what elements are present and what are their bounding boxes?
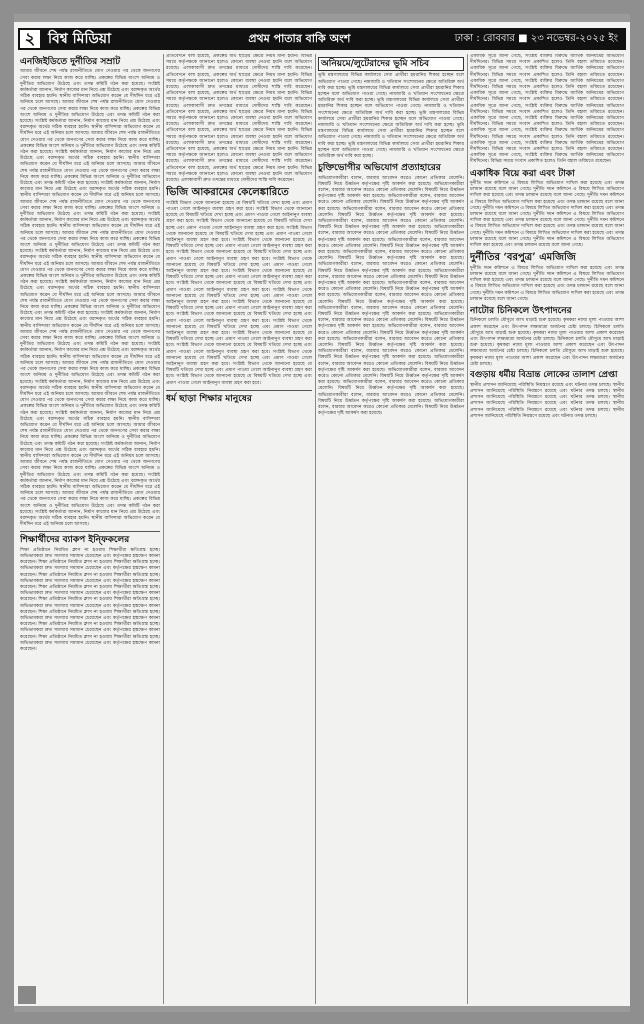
- page-number: ২: [18, 28, 42, 50]
- dateline: ঢাকা : রোববার ■ ২৩ নভেম্বর-২০২৫ ইং: [454, 32, 618, 44]
- newspaper-logo: বিশ্ব মিডিয়া: [48, 31, 112, 47]
- headline-9: বগুড়ায় ধর্মীয় বিভ্রান্ত লোকের তালাশ প্রেপ্তা: [470, 369, 618, 380]
- masthead: [18, 28, 626, 50]
- newspaper-page: [14, 14, 630, 1012]
- headline-5: চুক্তিভোগীর অভিযোগ প্রত্যাহারের: [318, 163, 441, 174]
- page-corner-mark: [18, 986, 36, 1004]
- headline-7: দুর্নীতির ‘বরপুত্র’ এমজিজি: [470, 252, 576, 264]
- column-1: [20, 54, 160, 1006]
- headline-2: শিক্ষার্থীদের ব্যাকপ ইন্ফিকলের: [20, 535, 130, 546]
- headline-3: ভিজি আকরামের কেলেঙ্কারিতে: [166, 187, 289, 199]
- article-body: একাধিক সূত্রে জানা গেছে, সংশ্লিষ্ট ব্যক্তির বিরুদ্ধে আর্থিক অনিয়মের অভিযোগ দীর্ঘদিনের। বিভিন্ন সময়ে সংবাদ প্রকাশিত হলেও তিনি বহাল তবিয়তে রয়েছেন। একাধিক সূত্রে জানা গেছে, সংশ্লিষ্ট ব্যক্তির বিরুদ্ধে আর্থিক অনিয়মের অভিযোগ দীর্ঘদিনের। বিভিন্ন সময়ে সংবাদ প্রকাশিত হলেও তিনি বহাল তবিয়তে রয়েছেন। একাধিক সূত্রে জানা গেছে, সংশ্লিষ্ট ব্যক্তির বিরুদ্ধে আর্থিক অনিয়মের অভিযোগ দীর্ঘদিনের। বিভিন্ন সময়ে সংবাদ প্রকাশিত হলেও তিনি বহাল তবিয়তে রয়েছেন। একাধিক সূত্রে জানা গেছে, সংশ্লিষ্ট ব্যক্তির বিরুদ্ধে আর্থিক অনিয়মের অভিযোগ দীর্ঘদিনের। বিভিন্ন সময়ে সংবাদ প্রকাশিত হলেও তিনি বহাল তবিয়তে রয়েছেন। একাধিক সূত্রে জানা গেছে, সংশ্লিষ্ট ব্যক্তির বিরুদ্ধে আর্থিক অনিয়মের অভিযোগ দীর্ঘদিনের। বিভিন্ন সময়ে সংবাদ প্রকাশিত হলেও তিনি বহাল তবিয়তে রয়েছেন। একাধিক সূত্রে জানা গেছে, সংশ্লিষ্ট ব্যক্তির বিরুদ্ধে আর্থিক অনিয়মের অভিযোগ দীর্ঘদিনের। বিভিন্ন সময়ে সংবাদ প্রকাশিত হলেও তিনি বহাল তবিয়তে রয়েছেন। একাধিক সূত্রে জানা গেছে, সংশ্লিষ্ট ব্যক্তির বিরুদ্ধে আর্থিক অনিয়মের অভিযোগ দীর্ঘদিনের। বিভিন্ন সময়ে সংবাদ প্রকাশিত হলেও তিনি বহাল তবিয়তে রয়েছেন। একাধিক সূত্রে জানা গেছে, সংশ্লিষ্ট ব্যক্তির বিরুদ্ধে আর্থিক অনিয়মের অভিযোগ দীর্ঘদিনের। বিভিন্ন সময়ে সংবাদ প্রকাশিত হলেও তিনি বহাল তবিয়তে রয়েছেন। একাধিক সূত্রে জানা গেছে, সংশ্লিষ্ট ব্যক্তির বিরুদ্ধে আর্থিক অনিয়মের অভিযোগ দীর্ঘদিনের। বিভিন্ন সময়ে সংবাদ প্রকাশিত হলেও তিনি বহাল তবিয়তে রয়েছেন।: [470, 54, 624, 165]
- column-divider: [163, 54, 164, 1004]
- article-body: সংশ্লিষ্ট বিভাগ থেকে জানানো হয়েছে যে বিষয়টি খতিয়ে দেখা হচ্ছে এবং প্রমাণ পাওয়া গেলে আইনানুগ ব্যবস্থা গ্রহণ করা হবে। সংশ্লিষ্ট বিভাগ থেকে জানানো হয়েছে যে বিষয়টি খতিয়ে দেখা হচ্ছে এবং প্রমাণ পাওয়া গেলে আইনানুগ ব্যবস্থা গ্রহণ করা হবে। সংশ্লিষ্ট বিভাগ থেকে জানানো হয়েছে যে বিষয়টি খতিয়ে দেখা হচ্ছে এবং প্রমাণ পাওয়া গেলে আইনানুগ ব্যবস্থা গ্রহণ করা হবে। সংশ্লিষ্ট বিভাগ থেকে জানানো হয়েছে যে বিষয়টি খতিয়ে দেখা হচ্ছে এবং প্রমাণ পাওয়া গেলে আইনানুগ ব্যবস্থা গ্রহণ করা হবে। সংশ্লিষ্ট বিভাগ থেকে জানানো হয়েছে যে বিষয়টি খতিয়ে দেখা হচ্ছে এবং প্রমাণ পাওয়া গেলে আইনানুগ ব্যবস্থা গ্রহণ করা হবে। সংশ্লিষ্ট বিভাগ থেকে জানানো হয়েছে যে বিষয়টি খতিয়ে দেখা হচ্ছে এবং প্রমাণ পাওয়া গেলে আইনানুগ ব্যবস্থা গ্রহণ করা হবে। সংশ্লিষ্ট বিভাগ থেকে জানানো হয়েছে যে বিষয়টি খতিয়ে দেখা হচ্ছে এবং প্রমাণ পাওয়া গেলে আইনানুগ ব্যবস্থা গ্রহণ করা হবে। সংশ্লিষ্ট বিভাগ থেকে জানানো হয়েছে যে বিষয়টি খতিয়ে দেখা হচ্ছে এবং প্রমাণ পাওয়া গেলে আইনানুগ ব্যবস্থা গ্রহণ করা হবে। সংশ্লিষ্ট বিভাগ থেকে জানানো হয়েছে যে বিষয়টি খতিয়ে দেখা হচ্ছে এবং প্রমাণ পাওয়া গেলে আইনানুগ ব্যবস্থা গ্রহণ করা হবে। সংশ্লিষ্ট বিভাগ থেকে জানানো হয়েছে যে বিষয়টি খতিয়ে দেখা হচ্ছে এবং প্রমাণ পাওয়া গেলে আইনানুগ ব্যবস্থা গ্রহণ করা হবে। সংশ্লিষ্ট বিভাগ থেকে জানানো হয়েছে যে বিষয়টি খতিয়ে দেখা হচ্ছে এবং প্রমাণ পাওয়া গেলে আইনানুগ ব্যবস্থা গ্রহণ করা হবে। সংশ্লিষ্ট বিভাগ থেকে জানানো হয়েছে যে বিষয়টি খতিয়ে দেখা হচ্ছে এবং প্রমাণ পাওয়া গেলে আইনানুগ ব্যবস্থা গ্রহণ করা হবে। সংশ্লিষ্ট বিভাগ থেকে জানানো হয়েছে যে বিষয়টি খতিয়ে দেখা হচ্ছে এবং প্রমাণ পাওয়া গেলে আইনানুগ ব্যবস্থা গ্রহণ করা হবে। সংশ্লিষ্ট বিভাগ থেকে জানানো হয়েছে যে বিষয়টি খতিয়ে দেখা হচ্ছে এবং প্রমাণ পাওয়া গেলে আইনানুগ ব্যবস্থা গ্রহণ করা হবে। সংশ্লিষ্ট বিভাগ থেকে জানানো হয়েছে যে বিষয়টি খতিয়ে দেখা হচ্ছে এবং প্রমাণ পাওয়া গেলে আইনানুগ ব্যবস্থা গ্রহণ করা হবে। সংশ্লিষ্ট বিভাগ থেকে জানানো হয়েছে যে বিষয়টি খতিয়ে দেখা হচ্ছে এবং প্রমাণ পাওয়া গেলে আইনানুগ ব্যবস্থা গ্রহণ করা হবে। সংশ্লিষ্ট বিভাগ থেকে জানানো হয়েছে যে বিষয়টি খতিয়ে দেখা হচ্ছে এবং প্রমাণ পাওয়া গেলে আইনানুগ ব্যবস্থা গ্রহণ করা হবে। সংশ্লিষ্ট বিভাগ থেকে জানানো হয়েছে যে বিষয়টি খতিয়ে দেখা হচ্ছে এবং প্রমাণ পাওয়া গেলে আইনানুগ ব্যবস্থা গ্রহণ করা হবে।: [166, 200, 312, 386]
- column-divider: [467, 54, 468, 1004]
- article-body: দুর্নীতি দমন কমিশনে এ বিষয়ে লিখিত অভিযোগ দাখিল করা হয়েছে এবং তদন্ত চলমান রয়েছে বলে জানা গেছে। দুর্নীতি দমন কমিশনে এ বিষয়ে লিখিত অভিযোগ দাখিল করা হয়েছে এবং তদন্ত চলমান রয়েছে বলে জানা গেছে। দুর্নীতি দমন কমিশনে এ বিষয়ে লিখিত অভিযোগ দাখিল করা হয়েছে এবং তদন্ত চলমান রয়েছে বলে জানা গেছে। দুর্নীতি দমন কমিশনে এ বিষয়ে লিখিত অভিযোগ দাখিল করা হয়েছে এবং তদন্ত চলমান রয়েছে বলে জানা গেছে।: [470, 265, 624, 302]
- headline-10: ধর্ম ছাড়া শিক্ষার মানুষের: [166, 393, 252, 404]
- headline-8: নাটোর চিনিকলে উৎপাদনের: [470, 305, 572, 316]
- divider: [20, 531, 160, 532]
- divider: [166, 390, 312, 391]
- article-body: চিনিকলে চলতি মৌসুমে আখ মাড়াই শুরু হয়েছে। কৃষকরা ন্যায্য মূল্য পাওয়ার আশা প্রকাশ করেছেন এবং উৎপাদন লক্ষ্যমাত্রা অর্জনের চেষ্টা চলছে। চিনিকলে চলতি মৌসুমে আখ মাড়াই শুরু হয়েছে। কৃষকরা ন্যায্য মূল্য পাওয়ার আশা প্রকাশ করেছেন এবং উৎপাদন লক্ষ্যমাত্রা অর্জনের চেষ্টা চলছে। চিনিকলে চলতি মৌসুমে আখ মাড়াই শুরু হয়েছে। কৃষকরা ন্যায্য মূল্য পাওয়ার আশা প্রকাশ করেছেন এবং উৎপাদন লক্ষ্যমাত্রা অর্জনের চেষ্টা চলছে। চিনিকলে চলতি মৌসুমে আখ মাড়াই শুরু হয়েছে। কৃষকরা ন্যায্য মূল্য পাওয়ার আশা প্রকাশ করেছেন এবং উৎপাদন লক্ষ্যমাত্রা অর্জনের চেষ্টা চলছে।: [470, 318, 624, 367]
- top-margin-strip: [14, 14, 630, 22]
- article-body: স্থানীয় প্রশাসন জানিয়েছে পরিস্থিতি নিয়ন্ত্রণে রয়েছে এবং ঘটনার তদন্ত চলছে। স্থানীয় প্রশাসন জানিয়েছে পরিস্থিতি নিয়ন্ত্রণে রয়েছে এবং ঘটনার তদন্ত চলছে। স্থানীয় প্রশাসন জানিয়েছে পরিস্থিতি নিয়ন্ত্রণে রয়েছে এবং ঘটনার তদন্ত চলছে। স্থানীয় প্রশাসন জানিয়েছে পরিস্থিতি নিয়ন্ত্রণে রয়েছে এবং ঘটনার তদন্ত চলছে। স্থানীয় প্রশাসন জানিয়েছে পরিস্থিতি নিয়ন্ত্রণে রয়েছে এবং ঘটনার তদন্ত চলছে। স্থানীয় প্রশাসন জানিয়েছে পরিস্থিতি নিয়ন্ত্রণে রয়েছে এবং ঘটনার তদন্ত চলছে।: [470, 382, 624, 419]
- bottom-margin-strip: [14, 1006, 630, 1012]
- column-4: [470, 54, 624, 1006]
- headline-1: এনজিইডিতে দুর্নীতির সম্রাট: [20, 57, 121, 67]
- article-body: শিক্ষা প্রতিষ্ঠানে নিয়মিত ক্লাস না হওয়ায় শিক্ষার্থীরা ক্ষতিগ্রস্ত হচ্ছে। অভিভাবকরা দ্রুত সমস্যার সমাধান চেয়েছেন এবং কর্তৃপক্ষের হস্তক্ষেপ কামনা করেছেন। শিক্ষা প্রতিষ্ঠানে নিয়মিত ক্লাস না হওয়ায় শিক্ষার্থীরা ক্ষতিগ্রস্ত হচ্ছে। অভিভাবকরা দ্রুত সমস্যার সমাধান চেয়েছেন এবং কর্তৃপক্ষের হস্তক্ষেপ কামনা করেছেন। শিক্ষা প্রতিষ্ঠানে নিয়মিত ক্লাস না হওয়ায় শিক্ষার্থীরা ক্ষতিগ্রস্ত হচ্ছে। অভিভাবকরা দ্রুত সমস্যার সমাধান চেয়েছেন এবং কর্তৃপক্ষের হস্তক্ষেপ কামনা করেছেন। শিক্ষা প্রতিষ্ঠানে নিয়মিত ক্লাস না হওয়ায় শিক্ষার্থীরা ক্ষতিগ্রস্ত হচ্ছে। অভিভাবকরা দ্রুত সমস্যার সমাধান চেয়েছেন এবং কর্তৃপক্ষের হস্তক্ষেপ কামনা করেছেন। শিক্ষা প্রতিষ্ঠানে নিয়মিত ক্লাস না হওয়ায় শিক্ষার্থীরা ক্ষতিগ্রস্ত হচ্ছে। অভিভাবকরা দ্রুত সমস্যার সমাধান চেয়েছেন এবং কর্তৃপক্ষের হস্তক্ষেপ কামনা করেছেন। শিক্ষা প্রতিষ্ঠানে নিয়মিত ক্লাস না হওয়ায় শিক্ষার্থীরা ক্ষতিগ্রস্ত হচ্ছে। অভিভাবকরা দ্রুত সমস্যার সমাধান চেয়েছেন এবং কর্তৃপক্ষের হস্তক্ষেপ কামনা করেছেন। শিক্ষা প্রতিষ্ঠানে নিয়মিত ক্লাস না হওয়ায় শিক্ষার্থীরা ক্ষতিগ্রস্ত হচ্ছে। অভিভাবকরা দ্রুত সমস্যার সমাধান চেয়েছেন এবং কর্তৃপক্ষের হস্তক্ষেপ কামনা করেছেন। শিক্ষা প্রতিষ্ঠানে নিয়মিত ক্লাস না হওয়ায় শিক্ষার্থীরা ক্ষতিগ্রস্ত হচ্ছে। অভিভাবকরা দ্রুত সমস্যার সমাধান চেয়েছেন এবং কর্তৃপক্ষের হস্তক্ষেপ কামনা করেছেন।: [20, 547, 160, 652]
- article-body: ভূমি মন্ত্রণালয়ের বিভিন্ন কার্যালয়ে সেবা প্রার্থীরা হয়রানির শিকার হচ্ছেন বলে অভিযোগ পাওয়া গেছে। নামজারি ও খতিয়ান সংশোধনের ক্ষেত্রে অতিরিক্ত অর্থ দাবি করা হচ্ছে। ভূমি মন্ত্রণালয়ের বিভিন্ন কার্যালয়ে সেবা প্রার্থীরা হয়রানির শিকার হচ্ছেন বলে অভিযোগ পাওয়া গেছে। নামজারি ও খতিয়ান সংশোধনের ক্ষেত্রে অতিরিক্ত অর্থ দাবি করা হচ্ছে। ভূমি মন্ত্রণালয়ের বিভিন্ন কার্যালয়ে সেবা প্রার্থীরা হয়রানির শিকার হচ্ছেন বলে অভিযোগ পাওয়া গেছে। নামজারি ও খতিয়ান সংশোধনের ক্ষেত্রে অতিরিক্ত অর্থ দাবি করা হচ্ছে। ভূমি মন্ত্রণালয়ের বিভিন্ন কার্যালয়ে সেবা প্রার্থীরা হয়রানির শিকার হচ্ছেন বলে অভিযোগ পাওয়া গেছে। নামজারি ও খতিয়ান সংশোধনের ক্ষেত্রে অতিরিক্ত অর্থ দাবি করা হচ্ছে। ভূমি মন্ত্রণালয়ের বিভিন্ন কার্যালয়ে সেবা প্রার্থীরা হয়রানির শিকার হচ্ছেন বলে অভিযোগ পাওয়া গেছে। নামজারি ও খতিয়ান সংশোধনের ক্ষেত্রে অতিরিক্ত অর্থ দাবি করা হচ্ছে। ভূমি মন্ত্রণালয়ের বিভিন্ন কার্যালয়ে সেবা প্রার্থীরা হয়রানির শিকার হচ্ছেন বলে অভিযোগ পাওয়া গেছে। নামজারি ও খতিয়ান সংশোধনের ক্ষেত্রে অতিরিক্ত অর্থ দাবি করা হচ্ছে।: [318, 73, 464, 159]
- section-title: প্রথম পাতার বাকি অংশ: [248, 31, 351, 45]
- column-2: [166, 54, 312, 1006]
- headline-6: একাধিক বিয়ে করা এবং টাকা: [470, 168, 575, 179]
- column-divider: [315, 54, 316, 1004]
- article-body: দুর্নীতি দমন কমিশনে এ বিষয়ে লিখিত অভিযোগ দাখিল করা হয়েছে এবং তদন্ত চলমান রয়েছে বলে জানা গেছে। দুর্নীতি দমন কমিশনে এ বিষয়ে লিখিত অভিযোগ দাখিল করা হয়েছে এবং তদন্ত চলমান রয়েছে বলে জানা গেছে। দুর্নীতি দমন কমিশনে এ বিষয়ে লিখিত অভিযোগ দাখিল করা হয়েছে এবং তদন্ত চলমান রয়েছে বলে জানা গেছে। দুর্নীতি দমন কমিশনে এ বিষয়ে লিখিত অভিযোগ দাখিল করা হয়েছে এবং তদন্ত চলমান রয়েছে বলে জানা গেছে। দুর্নীতি দমন কমিশনে এ বিষয়ে লিখিত অভিযোগ দাখিল করা হয়েছে এবং তদন্ত চলমান রয়েছে বলে জানা গেছে। দুর্নীতি দমন কমিশনে এ বিষয়ে লিখিত অভিযোগ দাখিল করা হয়েছে এবং তদন্ত চলমান রয়েছে বলে জানা গেছে। দুর্নীতি দমন কমিশনে এ বিষয়ে লিখিত অভিযোগ দাখিল করা হয়েছে এবং তদন্ত চলমান রয়েছে বলে জানা গেছে। দুর্নীতি দমন কমিশনে এ বিষয়ে লিখিত অভিযোগ দাখিল করা হয়েছে এবং তদন্ত চলমান রয়েছে বলে জানা গেছে।: [470, 181, 624, 249]
- column-3: [318, 54, 464, 1006]
- headline-4: অনিয়মে/লুটেরাদের ভূমি সচিব: [318, 57, 464, 71]
- article-body: অভিযোগকারীরা বলেন, বারবার আবেদন করেও কোনো প্রতিকার মেলেনি। বিষয়টি নিয়ে উর্ধ্বতন কর্তৃপক্ষের দৃষ্টি আকর্ষণ করা হয়েছে। অভিযোগকারীরা বলেন, বারবার আবেদন করেও কোনো প্রতিকার মেলেনি। বিষয়টি নিয়ে উর্ধ্বতন কর্তৃপক্ষের দৃষ্টি আকর্ষণ করা হয়েছে। অভিযোগকারীরা বলেন, বারবার আবেদন করেও কোনো প্রতিকার মেলেনি। বিষয়টি নিয়ে উর্ধ্বতন কর্তৃপক্ষের দৃষ্টি আকর্ষণ করা হয়েছে। অভিযোগকারীরা বলেন, বারবার আবেদন করেও কোনো প্রতিকার মেলেনি। বিষয়টি নিয়ে উর্ধ্বতন কর্তৃপক্ষের দৃষ্টি আকর্ষণ করা হয়েছে। অভিযোগকারীরা বলেন, বারবার আবেদন করেও কোনো প্রতিকার মেলেনি। বিষয়টি নিয়ে উর্ধ্বতন কর্তৃপক্ষের দৃষ্টি আকর্ষণ করা হয়েছে। অভিযোগকারীরা বলেন, বারবার আবেদন করেও কোনো প্রতিকার মেলেনি। বিষয়টি নিয়ে উর্ধ্বতন কর্তৃপক্ষের দৃষ্টি আকর্ষণ করা হয়েছে। অভিযোগকারীরা বলেন, বারবার আবেদন করেও কোনো প্রতিকার মেলেনি। বিষয়টি নিয়ে উর্ধ্বতন কর্তৃপক্ষের দৃষ্টি আকর্ষণ করা হয়েছে। অভিযোগকারীরা বলেন, বারবার আবেদন করেও কোনো প্রতিকার মেলেনি। বিষয়টি নিয়ে উর্ধ্বতন কর্তৃপক্ষের দৃষ্টি আকর্ষণ করা হয়েছে। অভিযোগকারীরা বলেন, বারবার আবেদন করেও কোনো প্রতিকার মেলেনি। বিষয়টি নিয়ে উর্ধ্বতন কর্তৃপক্ষের দৃষ্টি আকর্ষণ করা হয়েছে। অভিযোগকারীরা বলেন, বারবার আবেদন করেও কোনো প্রতিকার মেলেনি। বিষয়টি নিয়ে উর্ধ্বতন কর্তৃপক্ষের দৃষ্টি আকর্ষণ করা হয়েছে। অভিযোগকারীরা বলেন, বারবার আবেদন করেও কোনো প্রতিকার মেলেনি। বিষয়টি নিয়ে উর্ধ্বতন কর্তৃপক্ষের দৃষ্টি আকর্ষণ করা হয়েছে। অভিযোগকারীরা বলেন, বারবার আবেদন করেও কোনো প্রতিকার মেলেনি। বিষয়টি নিয়ে উর্ধ্বতন কর্তৃপক্ষের দৃষ্টি আকর্ষণ করা হয়েছে। অভিযোগকারীরা বলেন, বারবার আবেদন করেও কোনো প্রতিকার মেলেনি। বিষয়টি নিয়ে উর্ধ্বতন কর্তৃপক্ষের দৃষ্টি আকর্ষণ করা হয়েছে। অভিযোগকারীরা বলেন, বারবার আবেদন করেও কোনো প্রতিকার মেলেনি। বিষয়টি নিয়ে উর্ধ্বতন কর্তৃপক্ষের দৃষ্টি আকর্ষণ করা হয়েছে। অভিযোগকারীরা বলেন, বারবার আবেদন করেও কোনো প্রতিকার মেলেনি। বিষয়টি নিয়ে উর্ধ্বতন কর্তৃপক্ষের দৃষ্টি আকর্ষণ করা হয়েছে। অভিযোগকারীরা বলেন, বারবার আবেদন করেও কোনো প্রতিকার মেলেনি। বিষয়টি নিয়ে উর্ধ্বতন কর্তৃপক্ষের দৃষ্টি আকর্ষণ করা হয়েছে। অভিযোগকারীরা বলেন, বারবার আবেদন করেও কোনো প্রতিকার মেলেনি। বিষয়টি নিয়ে উর্ধ্বতন কর্তৃপক্ষের দৃষ্টি আকর্ষণ করা হয়েছে। অভিযোগকারীরা বলেন, বারবার আবেদন করেও কোনো প্রতিকার মেলেনি। বিষয়টি নিয়ে উর্ধ্বতন কর্তৃপক্ষের দৃষ্টি আকর্ষণ করা হয়েছে। অভিযোগকারীরা বলেন, বারবার আবেদন করেও কোনো প্রতিকার মেলেনি। বিষয়টি নিয়ে উর্ধ্বতন কর্তৃপক্ষের দৃষ্টি আকর্ষণ করা হয়েছে। অভিযোগকারীরা বলেন, বারবার আবেদন করেও কোনো প্রতিকার মেলেনি। বিষয়টি নিয়ে উর্ধ্বতন কর্তৃপক্ষের দৃষ্টি আকর্ষণ করা হয়েছে। অভিযোগকারীরা বলেন, বারবার আবেদন করেও কোনো প্রতিকার মেলেনি। বিষয়টি নিয়ে উর্ধ্বতন কর্তৃপক্ষের দৃষ্টি আকর্ষণ করা হয়েছে। অভিযোগকারীরা বলেন, বারবার আবেদন করেও কোনো প্রতিকার মেলেনি। বিষয়টি নিয়ে উর্ধ্বতন কর্তৃপক্ষের দৃষ্টি আকর্ষণ করা হয়েছে।: [318, 175, 464, 417]
- article-body: আমার জীবনে শেষ পর্যন্ত রাজনীতিতে যোগ দেওয়ার পর থেকে জনগণের সেবা করার লক্ষ্য নিয়ে কাজ করে যাচ্ছি। প্রকল্পের বিভিন্ন অংশে অনিয়ম ও দুর্নীতির অভিযোগ উঠেছে এবং তদন্ত কমিটি গঠন করা হয়েছে। সংশ্লিষ্ট কর্মকর্তারা জানান, নির্মাণ কাজের মান নিয়ে প্রশ্ন উঠেছে এবং বরাদ্দকৃত অর্থের সঠিক ব্যবহার হয়নি। স্থানীয় বাসিন্দারা অভিযোগ করেন যে দীর্ঘদিন ধরে এই অনিয়ম চলে আসছে। আমার জীবনে শেষ পর্যন্ত রাজনীতিতে যোগ দেওয়ার পর থেকে জনগণের সেবা করার লক্ষ্য নিয়ে কাজ করে যাচ্ছি। প্রকল্পের বিভিন্ন অংশে অনিয়ম ও দুর্নীতির অভিযোগ উঠেছে এবং তদন্ত কমিটি গঠন করা হয়েছে। সংশ্লিষ্ট কর্মকর্তারা জানান, নির্মাণ কাজের মান নিয়ে প্রশ্ন উঠেছে এবং বরাদ্দকৃত অর্থের সঠিক ব্যবহার হয়নি। স্থানীয় বাসিন্দারা অভিযোগ করেন যে দীর্ঘদিন ধরে এই অনিয়ম চলে আসছে। আমার জীবনে শেষ পর্যন্ত রাজনীতিতে যোগ দেওয়ার পর থেকে জনগণের সেবা করার লক্ষ্য নিয়ে কাজ করে যাচ্ছি। প্রকল্পের বিভিন্ন অংশে অনিয়ম ও দুর্নীতির অভিযোগ উঠেছে এবং তদন্ত কমিটি গঠন করা হয়েছে। সংশ্লিষ্ট কর্মকর্তারা জানান, নির্মাণ কাজের মান নিয়ে প্রশ্ন উঠেছে এবং বরাদ্দকৃত অর্থের সঠিক ব্যবহার হয়নি। স্থানীয় বাসিন্দারা অভিযোগ করেন যে দীর্ঘদিন ধরে এই অনিয়ম চলে আসছে। আমার জীবনে শেষ পর্যন্ত রাজনীতিতে যোগ দেওয়ার পর থেকে জনগণের সেবা করার লক্ষ্য নিয়ে কাজ করে যাচ্ছি। প্রকল্পের বিভিন্ন অংশে অনিয়ম ও দুর্নীতির অভিযোগ উঠেছে এবং তদন্ত কমিটি গঠন করা হয়েছে। সংশ্লিষ্ট কর্মকর্তারা জানান, নির্মাণ কাজের মান নিয়ে প্রশ্ন উঠেছে এবং বরাদ্দকৃত অর্থের সঠিক ব্যবহার হয়নি। স্থানীয় বাসিন্দারা অভিযোগ করেন যে দীর্ঘদিন ধরে এই অনিয়ম চলে আসছে। আমার জীবনে শেষ পর্যন্ত রাজনীতিতে যোগ দেওয়ার পর থেকে জনগণের সেবা করার লক্ষ্য নিয়ে কাজ করে যাচ্ছি। প্রকল্পের বিভিন্ন অংশে অনিয়ম ও দুর্নীতির অভিযোগ উঠেছে এবং তদন্ত কমিটি গঠন করা হয়েছে। সংশ্লিষ্ট কর্মকর্তারা জানান, নির্মাণ কাজের মান নিয়ে প্রশ্ন উঠেছে এবং বরাদ্দকৃত অর্থের সঠিক ব্যবহার হয়নি। স্থানীয় বাসিন্দারা অভিযোগ করেন যে দীর্ঘদিন ধরে এই অনিয়ম চলে আসছে। আমার জীবনে শেষ পর্যন্ত রাজনীতিতে যোগ দেওয়ার পর থেকে জনগণের সেবা করার লক্ষ্য নিয়ে কাজ করে যাচ্ছি। প্রকল্পের বিভিন্ন অংশে অনিয়ম ও দুর্নীতির অভিযোগ উঠেছে এবং তদন্ত কমিটি গঠন করা হয়েছে। সংশ্লিষ্ট কর্মকর্তারা জানান, নির্মাণ কাজের মান নিয়ে প্রশ্ন উঠেছে এবং বরাদ্দকৃত অর্থের সঠিক ব্যবহার হয়নি। স্থানীয় বাসিন্দারা অভিযোগ করেন যে দীর্ঘদিন ধরে এই অনিয়ম চলে আসছে। আমার জীবনে শেষ পর্যন্ত রাজনীতিতে যোগ দেওয়ার পর থেকে জনগণের সেবা করার লক্ষ্য নিয়ে কাজ করে যাচ্ছি। প্রকল্পের বিভিন্ন অংশে অনিয়ম ও দুর্নীতির অভিযোগ উঠেছে এবং তদন্ত কমিটি গঠন করা হয়েছে। সংশ্লিষ্ট কর্মকর্তারা জানান, নির্মাণ কাজের মান নিয়ে প্রশ্ন উঠেছে এবং বরাদ্দকৃত অর্থের সঠিক ব্যবহার হয়নি। স্থানীয় বাসিন্দারা অভিযোগ করেন যে দীর্ঘদিন ধরে এই অনিয়ম চলে আসছে। আমার জীবনে শেষ পর্যন্ত রাজনীতিতে যোগ দেওয়ার পর থেকে জনগণের সেবা করার লক্ষ্য নিয়ে কাজ করে যাচ্ছি। প্রকল্পের বিভিন্ন অংশে অনিয়ম ও দুর্নীতির অভিযোগ উঠেছে এবং তদন্ত কমিটি গঠন করা হয়েছে। সংশ্লিষ্ট কর্মকর্তারা জানান, নির্মাণ কাজের মান নিয়ে প্রশ্ন উঠেছে এবং বরাদ্দকৃত অর্থের সঠিক ব্যবহার হয়নি। স্থানীয় বাসিন্দারা অভিযোগ করেন যে দীর্ঘদিন ধরে এই অনিয়ম চলে আসছে। আমার জীবনে শেষ পর্যন্ত রাজনীতিতে যোগ দেওয়ার পর থেকে জনগণের সেবা করার লক্ষ্য নিয়ে কাজ করে যাচ্ছি। প্রকল্পের বিভিন্ন অংশে অনিয়ম ও দুর্নীতির অভিযোগ উঠেছে এবং তদন্ত কমিটি গঠন করা হয়েছে। সংশ্লিষ্ট কর্মকর্তারা জানান, নির্মাণ কাজের মান নিয়ে প্রশ্ন উঠেছে এবং বরাদ্দকৃত অর্থের সঠিক ব্যবহার হয়নি। স্থানীয় বাসিন্দারা অভিযোগ করেন যে দীর্ঘদিন ধরে এই অনিয়ম চলে আসছে। আমার জীবনে শেষ পর্যন্ত রাজনীতিতে যোগ দেওয়ার পর থেকে জনগণের সেবা করার লক্ষ্য নিয়ে কাজ করে যাচ্ছি। প্রকল্পের বিভিন্ন অংশে অনিয়ম ও দুর্নীতির অভিযোগ উঠেছে এবং তদন্ত কমিটি গঠন করা হয়েছে। সংশ্লিষ্ট কর্মকর্তারা জানান, নির্মাণ কাজের মান নিয়ে প্রশ্ন উঠেছে এবং বরাদ্দকৃত অর্থের সঠিক ব্যবহার হয়নি। স্থানীয় বাসিন্দারা অভিযোগ করেন যে দীর্ঘদিন ধরে এই অনিয়ম চলে আসছে। আমার জীবনে শেষ পর্যন্ত রাজনীতিতে যোগ দেওয়ার পর থেকে জনগণের সেবা করার লক্ষ্য নিয়ে কাজ করে যাচ্ছি। প্রকল্পের বিভিন্ন অংশে অনিয়ম ও দুর্নীতির অভিযোগ উঠেছে এবং তদন্ত কমিটি গঠন করা হয়েছে। সংশ্লিষ্ট কর্মকর্তারা জানান, নির্মাণ কাজের মান নিয়ে প্রশ্ন উঠেছে এবং বরাদ্দকৃত অর্থের সঠিক ব্যবহার হয়নি। স্থানীয় বাসিন্দারা অভিযোগ করেন যে দীর্ঘদিন ধরে এই অনিয়ম চলে আসছে। আমার জীবনে শেষ পর্যন্ত রাজনীতিতে যোগ দেওয়ার পর থেকে জনগণের সেবা করার লক্ষ্য নিয়ে কাজ করে যাচ্ছি। প্রকল্পের বিভিন্ন অংশে অনিয়ম ও দুর্নীতির অভিযোগ উঠেছে এবং তদন্ত কমিটি গঠন করা হয়েছে। সংশ্লিষ্ট কর্মকর্তারা জানান, নির্মাণ কাজের মান নিয়ে প্রশ্ন উঠেছে এবং বরাদ্দকৃত অর্থের সঠিক ব্যবহার হয়নি। স্থানীয় বাসিন্দারা অভিযোগ করেন যে দীর্ঘদিন ধরে এই অনিয়ম চলে আসছে। আমার জীবনে শেষ পর্যন্ত রাজনীতিতে যোগ দেওয়ার পর থেকে জনগণের সেবা করার লক্ষ্য নিয়ে কাজ করে যাচ্ছি। প্রকল্পের বিভিন্ন অংশে অনিয়ম ও দুর্নীতির অভিযোগ উঠেছে এবং তদন্ত কমিটি গঠন করা হয়েছে। সংশ্লিষ্ট কর্মকর্তারা জানান, নির্মাণ কাজের মান নিয়ে প্রশ্ন উঠেছে এবং বরাদ্দকৃত অর্থের সঠিক ব্যবহার হয়নি। স্থানীয় বাসিন্দারা অভিযোগ করেন যে দীর্ঘদিন ধরে এই অনিয়ম চলে আসছে। আমার জীবনে শেষ পর্যন্ত রাজনীতিতে যোগ দেওয়ার পর থেকে জনগণের সেবা করার লক্ষ্য নিয়ে কাজ করে যাচ্ছি। প্রকল্পের বিভিন্ন অংশে অনিয়ম ও দুর্নীতির অভিযোগ উঠেছে এবং তদন্ত কমিটি গঠন করা হয়েছে। সংশ্লিষ্ট কর্মকর্তারা জানান, নির্মাণ কাজের মান নিয়ে প্রশ্ন উঠেছে এবং বরাদ্দকৃত অর্থের সঠিক ব্যবহার হয়নি। স্থানীয় বাসিন্দারা অভিযোগ করেন যে দীর্ঘদিন ধরে এই অনিয়ম চলে আসছে।: [20, 69, 160, 528]
- article-body: প্রতিবেদনে বলা হয়েছে, প্রকল্পের অর্থ ছাড়ের ক্ষেত্রে নিয়ম মানা হয়নি। বিভিন্ন সময়ে কর্তৃপক্ষকে জানানো হলেও কোনো ব্যবস্থা নেওয়া হয়নি বলে অভিযোগ রয়েছে। এলাকাবাসী দ্রুত তদন্তের মাধ্যমে দোষীদের শাস্তি দাবি করেছেন। প্রতিবেদনে বলা হয়েছে, প্রকল্পের অর্থ ছাড়ের ক্ষেত্রে নিয়ম মানা হয়নি। বিভিন্ন সময়ে কর্তৃপক্ষকে জানানো হলেও কোনো ব্যবস্থা নেওয়া হয়নি বলে অভিযোগ রয়েছে। এলাকাবাসী দ্রুত তদন্তের মাধ্যমে দোষীদের শাস্তি দাবি করেছেন। প্রতিবেদনে বলা হয়েছে, প্রকল্পের অর্থ ছাড়ের ক্ষেত্রে নিয়ম মানা হয়নি। বিভিন্ন সময়ে কর্তৃপক্ষকে জানানো হলেও কোনো ব্যবস্থা নেওয়া হয়নি বলে অভিযোগ রয়েছে। এলাকাবাসী দ্রুত তদন্তের মাধ্যমে দোষীদের শাস্তি দাবি করেছেন। প্রতিবেদনে বলা হয়েছে, প্রকল্পের অর্থ ছাড়ের ক্ষেত্রে নিয়ম মানা হয়নি। বিভিন্ন সময়ে কর্তৃপক্ষকে জানানো হলেও কোনো ব্যবস্থা নেওয়া হয়নি বলে অভিযোগ রয়েছে। এলাকাবাসী দ্রুত তদন্তের মাধ্যমে দোষীদের শাস্তি দাবি করেছেন। প্রতিবেদনে বলা হয়েছে, প্রকল্পের অর্থ ছাড়ের ক্ষেত্রে নিয়ম মানা হয়নি। বিভিন্ন সময়ে কর্তৃপক্ষকে জানানো হলেও কোনো ব্যবস্থা নেওয়া হয়নি বলে অভিযোগ রয়েছে। এলাকাবাসী দ্রুত তদন্তের মাধ্যমে দোষীদের শাস্তি দাবি করেছেন। প্রতিবেদনে বলা হয়েছে, প্রকল্পের অর্থ ছাড়ের ক্ষেত্রে নিয়ম মানা হয়নি। বিভিন্ন সময়ে কর্তৃপক্ষকে জানানো হলেও কোনো ব্যবস্থা নেওয়া হয়নি বলে অভিযোগ রয়েছে। এলাকাবাসী দ্রুত তদন্তের মাধ্যমে দোষীদের শাস্তি দাবি করেছেন। প্রতিবেদনে বলা হয়েছে, প্রকল্পের অর্থ ছাড়ের ক্ষেত্রে নিয়ম মানা হয়নি। বিভিন্ন সময়ে কর্তৃপক্ষকে জানানো হলেও কোনো ব্যবস্থা নেওয়া হয়নি বলে অভিযোগ রয়েছে। এলাকাবাসী দ্রুত তদন্তের মাধ্যমে দোষীদের শাস্তি দাবি করেছেন।: [166, 54, 312, 184]
